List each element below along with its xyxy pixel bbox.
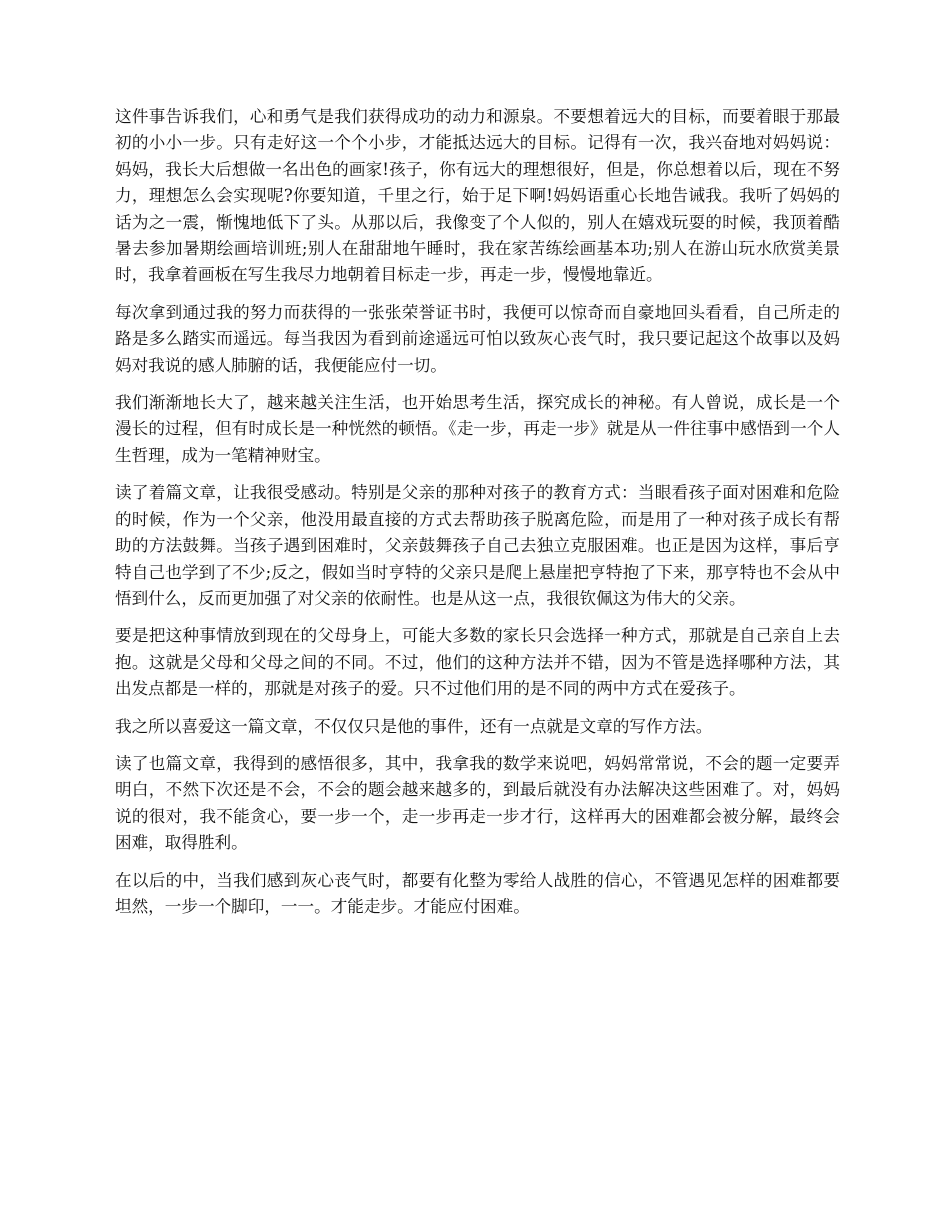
paragraph-3: 我们渐渐地长大了，越来越关注生活，也开始思考生活，探究成长的神秘。有人曾说，成长是一个漫长的过程，但有时成长是一种恍然的顿悟。《走一步，再走一步》就是从一件往事中感悟到一个人生哲理，成为一笔精神财宝。 [115,393,840,465]
paragraph-6: 我之所以喜爱这一篇文章，不仅仅只是他的事件，还有一点就是文章的写作方法。 [115,716,713,736]
document-body [115,104,840,931]
paragraph-5: 要是把这种事情放到现在的父母身上，可能大多数的家长只会选择一种方式，那就是自己亲自上去抱。这就是父母和父母之间的不同。不过，他们的这种方法并不错，因为不管是选择哪种方法，其出发点都是一样的，那就是对孩子的爱。只不过他们用的是不同的两中方式在爱孩子。 [115,626,840,699]
paragraph-4: 读了着篇文章，让我很受感动。特别是父亲的那种对孩子的教育方式：当眼看孩子面对困难和危险的时候，作为一个父亲，他没用最直接的方式去帮助孩子脱离危险，而是用了一种对孩子成长有帮助的方法鼓舞。当孩子遇到困难时，父亲鼓舞孩子自己去独立克服困难。也正是因为这样，事后亨特自己也学到了不少;反之，假如当时亨特的父亲只是爬上悬崖把亨特抱了下来，那亨特也不会从中悟到什么，反而更加强了对父亲的依耐性。也是从这一点，我很钦佩这为伟大的父亲。 [115,483,840,608]
paragraph-8: 在以后的中，当我们感到灰心丧气时，都要有化整为零给人战胜的信心，不管遇见怎样的困难都要坦然，一步一个脚印，一一。才能走步。才能应付困难。 [115,870,840,916]
paragraph-1: 这件事告诉我们，心和勇气是我们获得成功的动力和源泉。不要想着远大的目标，而要着眼于那最初的小小一步。只有走好这一个个小步，才能抵达远大的目标。记得有一次，我兴奋地对妈妈说：妈妈，我长大后想做一名出色的画家!孩子，你有远大的理想很好，但是，你总想着以后，现在不努力，理想怎么会实现呢?你要知道，千里之行，始于足下啊!妈妈语重心长地告诫我。我听了妈妈的话为之一震，惭愧地低下了头。从那以后，我像变了个人似的，别人在嬉戏玩耍的时候，我顶着酷暑去参加暑期绘画培训班;别人在甜甜地午睡时，我在家苦练绘画基本功;别人在游山玩水欣赏美景时，我拿着画板在写生我尽力地朝着目标走一步，再走一步，慢慢地靠近。 [115,107,840,285]
paragraph-2: 每次拿到通过我的努力而获得的一张张荣誉证书时，我便可以惊奇而自豪地回头看看，自己所走的路是多么踏实而遥远。每当我因为看到前途遥远可怕以致灰心丧气时，我只要记起这个故事以及妈妈对我说的感人肺腑的话，我便能应付一切。 [115,302,840,375]
paragraph-7: 读了也篇文章，我得到的感悟很多，其中，我拿我的数学来说吧，妈妈常常说，不会的题一定要弄明白，不然下次还是不会，不会的题会越来越多的，到最后就没有办法解决这些困难了。对，妈妈说的很对，我不能贪心，要一步一个，走一步再走一步才行，这样再大的困难都会被分解，最终会困难，取得胜利。 [115,753,840,853]
